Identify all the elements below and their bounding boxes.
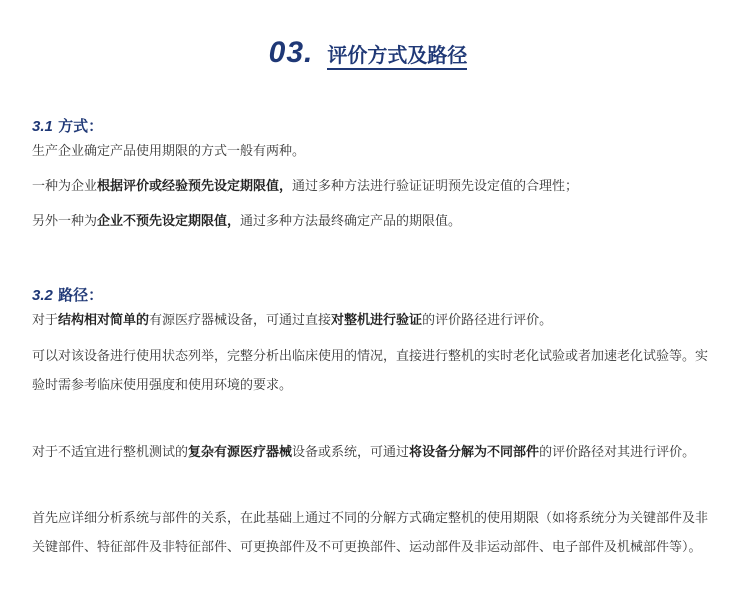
bold-text: 根据评价或经验预先设定期限值， (97, 179, 293, 194)
text: 有源医疗器械设备，可通过直接 (149, 313, 332, 328)
paragraph-path-complex-detail (32, 504, 712, 562)
text: 的评价路径对其进行评价。 (539, 445, 696, 460)
text: 一种为企业 (32, 179, 98, 194)
paragraph-path-complex (32, 438, 712, 467)
paragraph-method-2 (32, 207, 712, 236)
subsection-title: 路径： (58, 286, 104, 304)
section-title: 评价方式及路径 (327, 43, 467, 70)
subsection-number: 3.2 (32, 287, 53, 304)
bold-text: 将设备分解为不同部件 (409, 445, 540, 460)
text: 的评价路径进行评价。 (422, 313, 553, 328)
subsection-heading-3-1 (32, 115, 103, 136)
paragraph-intro (32, 137, 712, 166)
subsection-title: 方式： (58, 117, 104, 135)
bold-text: 对整机进行验证 (331, 313, 423, 328)
bold-text: 复杂有源医疗器械 (188, 445, 293, 460)
section-number: 03. (268, 36, 314, 69)
paragraph-path-simple (32, 306, 712, 335)
paragraph-path-simple-detail (32, 342, 712, 400)
text: 设备或系统，可通过 (292, 445, 410, 460)
text: 可以对该设备进行使用状态列举，完整分析出临床使用的情况，直接进行整机的实时老化试验或者加速老化试验等。实验时需参考临床使用强度和使用环境的要求。 (32, 349, 709, 393)
bold-text: 企业不预先设定期限值， (97, 214, 241, 229)
text: 生产企业确定产品使用期限的方式一般有两种。 (32, 144, 306, 159)
paragraph-method-1 (32, 172, 712, 201)
text: 对于 (32, 313, 59, 328)
bold-text: 结构相对简单的 (58, 313, 150, 328)
text: 对于不适宜进行整机测试的 (32, 445, 189, 460)
text: 另外一种为 (32, 214, 98, 229)
subsection-number: 3.1 (32, 118, 53, 135)
subsection-heading-3-2 (32, 284, 103, 305)
text: 首先应详细分析系统与部件的关系，在此基础上通过不同的分解方式确定整机的使用期限（如将系统分为关键部件及非关键部件、特征部件及非特征部件、可更换部件及不可更换部件、运动部件及非运动部件、电子部件及机械部件等）。 (32, 511, 709, 555)
text: 通过多种方法进行验证证明预先设定值的合理性； (292, 179, 579, 194)
section-header (0, 36, 736, 70)
text: 通过多种方法最终确定产品的期限值。 (240, 214, 462, 229)
